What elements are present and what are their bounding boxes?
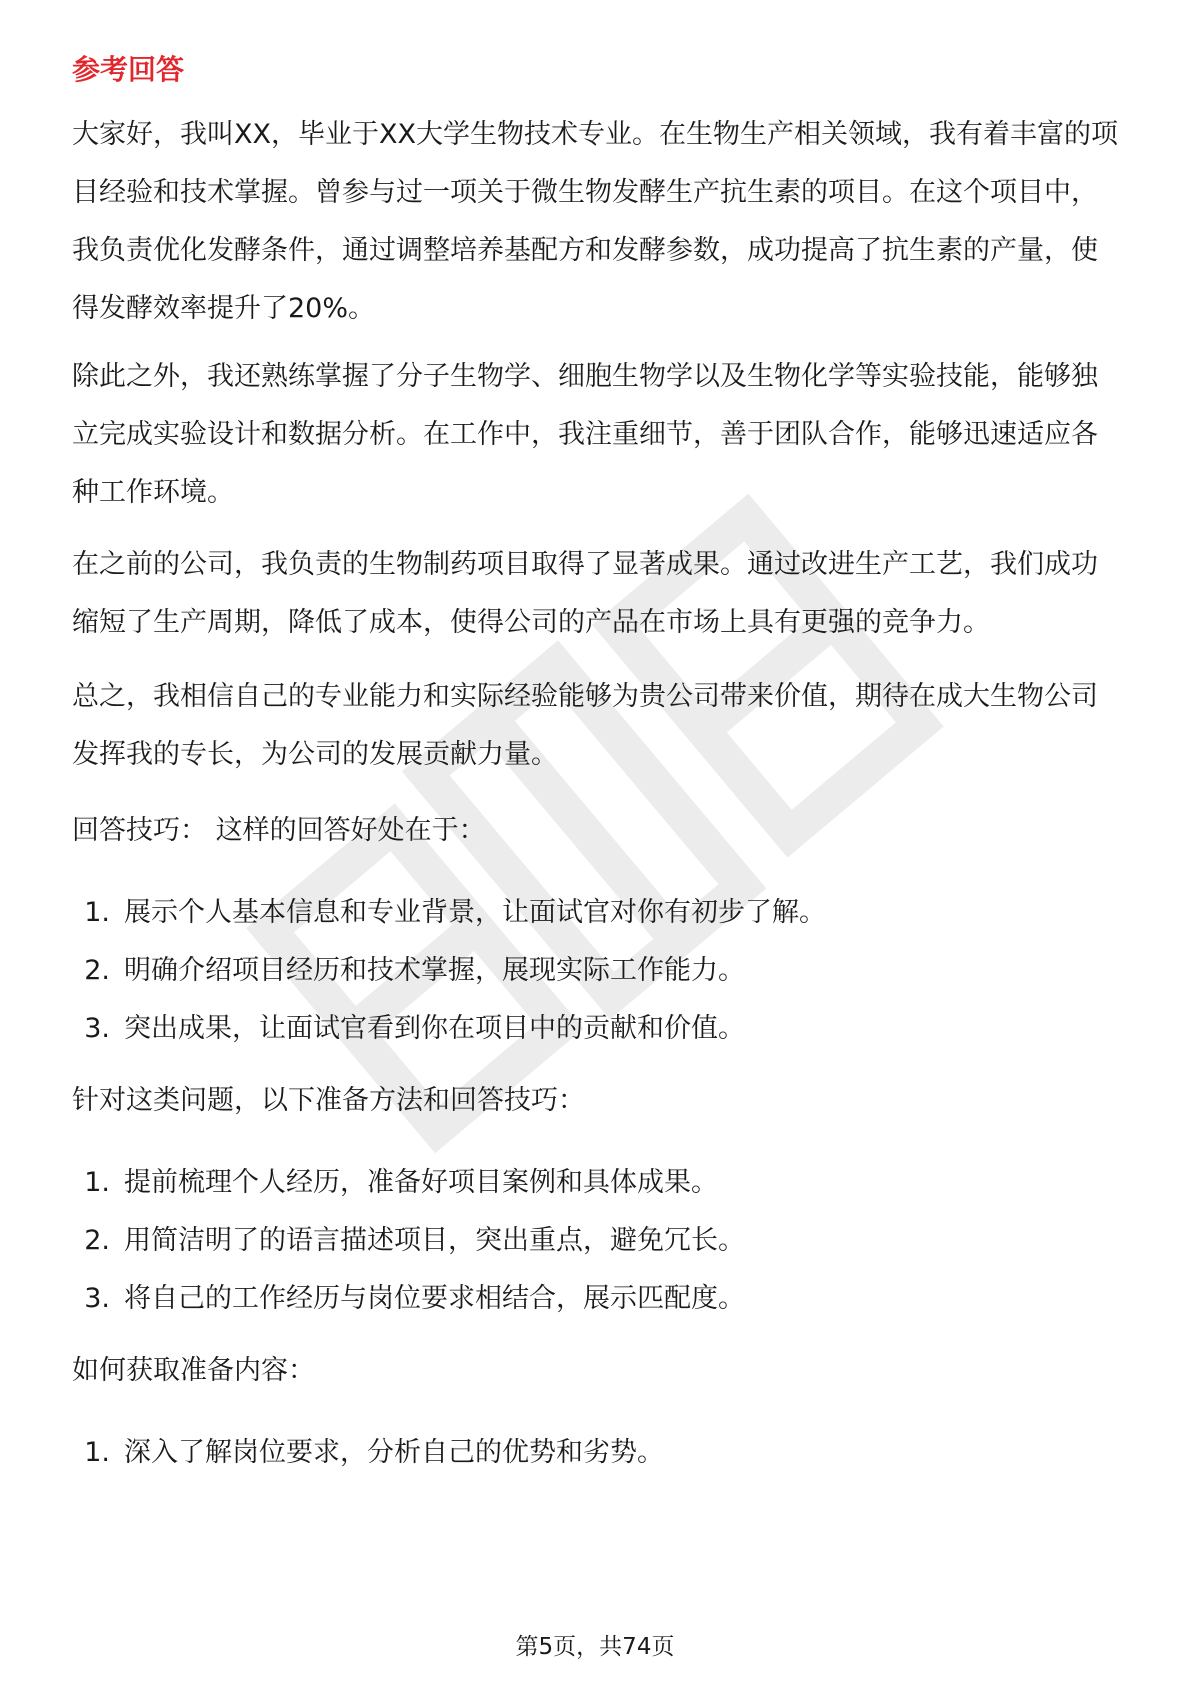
answer-paragraph-4: 总之，我相信自己的专业能力和实际经验能够为贵公司带来价值，期待在成大生物公司发挥我的专长，为公司的发展贡献力量。 — [72, 681, 1098, 770]
list-item — [72, 942, 1122, 1000]
list-item — [72, 1154, 1122, 1212]
answer-paragraph-2: 除此之外，我还熟练掌握了分子生物学、细胞生物学以及生物化学等实验技能，能够独立完成实验设计和数据分析。在工作中，我注重细节，善于团队合作，能够迅速适应各种工作环境。 — [72, 361, 1098, 508]
gather-intro: 如何获取准备内容： — [72, 1355, 315, 1386]
tips-intro: 回答技巧： 这样的回答好处在于： — [72, 815, 486, 846]
list-number: 1. — [84, 897, 110, 928]
list-text: 深入了解岗位要求，分析自己的优势和劣势。 — [124, 1437, 664, 1468]
list-item — [72, 1270, 1122, 1328]
answer-paragraph-3: 在之前的公司，我负责的生物制药项目取得了显著成果。通过改进生产工艺，我们成功缩短了生产周期，降低了成本，使得公司的产品在市场上具有更强的竞争力。 — [72, 549, 1098, 638]
list-number: 3. — [84, 1283, 110, 1314]
prep-intro: 针对这类问题，以下准备方法和回答技巧： — [72, 1085, 585, 1116]
list-text: 用简洁明了的语言描述项目，突出重点，避免冗长。 — [124, 1225, 745, 1256]
list-item — [72, 1424, 1122, 1482]
section-heading: 参考回答 — [72, 53, 185, 86]
list-number: 2. — [84, 955, 110, 986]
list-text: 将自己的工作经历与岗位要求相结合，展示匹配度。 — [124, 1283, 745, 1314]
gather-list — [72, 1424, 1122, 1482]
page-number-footer: 第5页，共74页 — [515, 1634, 675, 1660]
list-number: 2. — [84, 1225, 110, 1256]
list-text: 突出成果，让面试官看到你在项目中的贡献和价值。 — [124, 1013, 745, 1044]
list-text: 展示个人基本信息和专业背景，让面试官对你有初步了解。 — [124, 897, 826, 928]
tips-list — [72, 884, 1122, 1058]
list-item — [72, 1000, 1122, 1058]
list-number: 1. — [84, 1167, 110, 1198]
answer-paragraph-1: 大家好，我叫XX，毕业于XX大学生物技术专业。在生物生产相关领域，我有着丰富的项目经验和技术掌握。曾参与过一项关于微生物发酵生产抗生素的项目。在这个项目中，我负责优化发酵条件，通过调整培养基配方和发酵参数，成功提高了抗生素的产量，使得发酵效率提升了20%。 — [72, 119, 1118, 324]
list-text: 明确介绍项目经历和技术掌握，展现实际工作能力。 — [124, 955, 745, 986]
list-item — [72, 884, 1122, 942]
prep-list — [72, 1154, 1122, 1328]
list-item — [72, 1212, 1122, 1270]
list-text: 提前梳理个人经历，准备好项目案例和具体成果。 — [124, 1167, 718, 1198]
list-number: 3. — [84, 1013, 110, 1044]
list-number: 1. — [84, 1437, 110, 1468]
